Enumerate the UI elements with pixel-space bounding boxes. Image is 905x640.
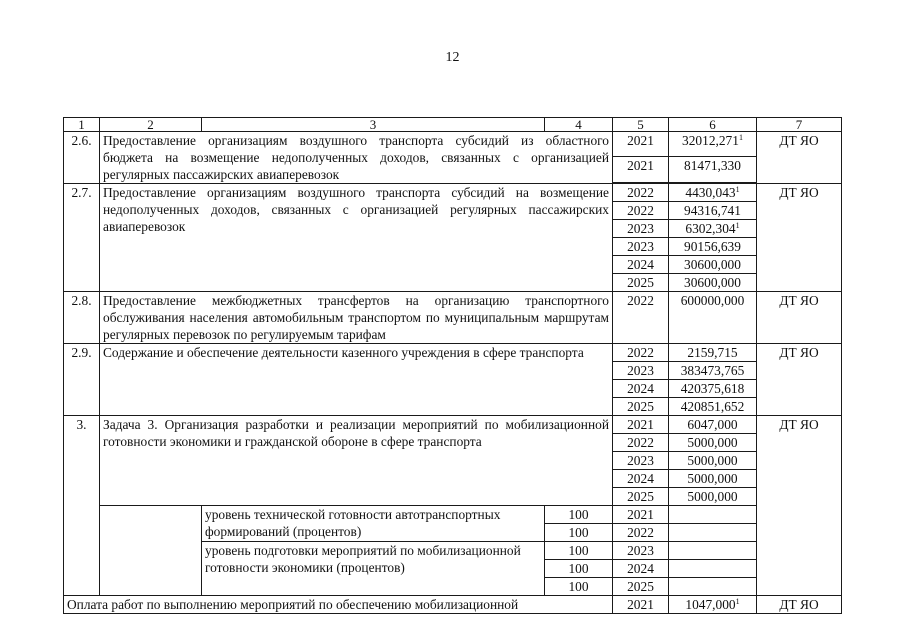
year-cell: 2022 [613, 434, 669, 452]
amount-cell: 6302,304$^1$ [669, 220, 757, 238]
year-cell: 2021 [613, 416, 669, 434]
col-header-7: 7 [757, 118, 842, 132]
amount-cell: 5000,000 [669, 434, 757, 452]
col-header-2: 2 [100, 118, 202, 132]
executor-cell: ДТ ЯО [757, 184, 842, 292]
year-cell: 2025 [613, 578, 669, 596]
row-number: 2.7. [64, 184, 100, 292]
footnote-mark: 1 [735, 597, 740, 606]
year-cell: 2022 [613, 524, 669, 542]
table-row [64, 416, 842, 434]
amount-cell: 1047,000$^1$ [669, 596, 757, 614]
measure-description: Предоставление организациям воздушного транспорта субсидий на возмещение недополученных доходов, связанных с организацией регулярных пассажирских авиаперевозок [100, 184, 613, 292]
year-cell: 2024 [613, 560, 669, 578]
header-row [64, 118, 842, 132]
indicator-value: 100 [545, 506, 613, 524]
indicator-value: 100 [545, 542, 613, 560]
table-row [64, 292, 842, 344]
col-header-5: 5 [613, 118, 669, 132]
col-header-4: 4 [545, 118, 613, 132]
measure-description: Оплата работ по выполнению мероприятий по обеспечению мобилизационной [64, 596, 613, 614]
footnote-mark: 1 [738, 133, 743, 142]
indicator-value: 100 [545, 524, 613, 542]
indicator-label: уровень технической готовности автотранспортных формирований (процентов) [202, 506, 545, 542]
table-row [64, 132, 842, 157]
indicator-label: уровень подготовки мероприятий по мобилизационной готовности экономики (процентов) [202, 542, 545, 596]
table-row [64, 184, 842, 202]
amount-cell: 30600,000 [669, 274, 757, 292]
task-description: Задача 3. Организация разработки и реализации мероприятий по мобилизационной готовности экономики и гражданской обороне в сфере транспорта [100, 416, 613, 506]
amount-cell: 5000,000 [669, 452, 757, 470]
amount-cell: 32012,271$^1$ [669, 132, 757, 157]
year-cell: 2021 [613, 506, 669, 524]
table-row [64, 344, 842, 362]
measure-description: Содержание и обеспечение деятельности казенного учреждения в сфере транспорта [100, 344, 613, 416]
measures-table [63, 117, 842, 614]
amount-cell: 81471,330 [669, 157, 757, 182]
year-cell: 2022 [613, 184, 669, 202]
year-cell: 2023 [613, 362, 669, 380]
year-cell: 2024 [613, 256, 669, 274]
page-number: 12 [445, 50, 460, 65]
year-cell: 2022 [613, 292, 669, 344]
col-header-3: 3 [202, 118, 545, 132]
row-number: 2.6. [64, 132, 100, 184]
executor-cell: ДТ ЯО [757, 596, 842, 614]
measure-description: Предоставление межбюджетных трансфертов на организацию транспортного обслуживания населения автомобильным транспортом по муниципальным маршрутам регулярных перевозок по регулируемым тарифам [100, 292, 613, 344]
executor-cell: ДТ ЯО [757, 132, 842, 184]
amount-cell: 420851,652 [669, 398, 757, 416]
amount-cell: 90156,639 [669, 238, 757, 256]
row-number: 2.9. [64, 344, 100, 416]
amount-cell: 5000,000 [669, 470, 757, 488]
indicator-value: 100 [545, 578, 613, 596]
row-number: 2.8. [64, 292, 100, 344]
year-cell: 2024 [613, 380, 669, 398]
amount-cell: 6047,000 [669, 416, 757, 434]
amount-cell: 420375,618 [669, 380, 757, 398]
executor-cell: ДТ ЯО [757, 344, 842, 416]
amount-cell: 2159,715 [669, 344, 757, 362]
indicator-row [64, 506, 842, 524]
year-cell: 2023 [613, 238, 669, 256]
year-cell: 2023 [613, 220, 669, 238]
year-cell: 2024 [613, 470, 669, 488]
footnote-mark: 1 [735, 185, 740, 194]
year-cell: 2021 [613, 157, 669, 182]
indicator-value: 100 [545, 560, 613, 578]
amount-cell: 94316,741 [669, 202, 757, 220]
amount-cell: 600000,000 [669, 292, 757, 344]
amount-cell: 5000,000 [669, 488, 757, 506]
year-cell: 2022 [613, 202, 669, 220]
row-number: 3. [64, 416, 100, 596]
executor-cell: ДТ ЯО [757, 416, 842, 596]
table-row [64, 596, 842, 614]
year-cell: 2025 [613, 398, 669, 416]
footnote-mark: 1 [735, 221, 740, 230]
amount-cell: 383473,765 [669, 362, 757, 380]
year-cell: 2021 [613, 596, 669, 614]
amount-cell: 30600,000 [669, 256, 757, 274]
col-header-1: 1 [64, 118, 100, 132]
year-cell: 2023 [613, 542, 669, 560]
year-cell: 2025 [613, 488, 669, 506]
year-cell: 2023 [613, 452, 669, 470]
executor-cell: ДТ ЯО [757, 292, 842, 344]
measure-description: Предоставление организациям воздушного транспорта субсидий из областного бюджета на возмещение недополученных доходов, связанных с организацией регулярных пассажирских авиаперевозок [100, 132, 613, 184]
year-cell: 2025 [613, 274, 669, 292]
col-header-6: 6 [669, 118, 757, 132]
year-cell: 2022 [613, 344, 669, 362]
amount-cell: 4430,043$^1$ [669, 184, 757, 202]
year-cell: 2021 [613, 132, 669, 157]
